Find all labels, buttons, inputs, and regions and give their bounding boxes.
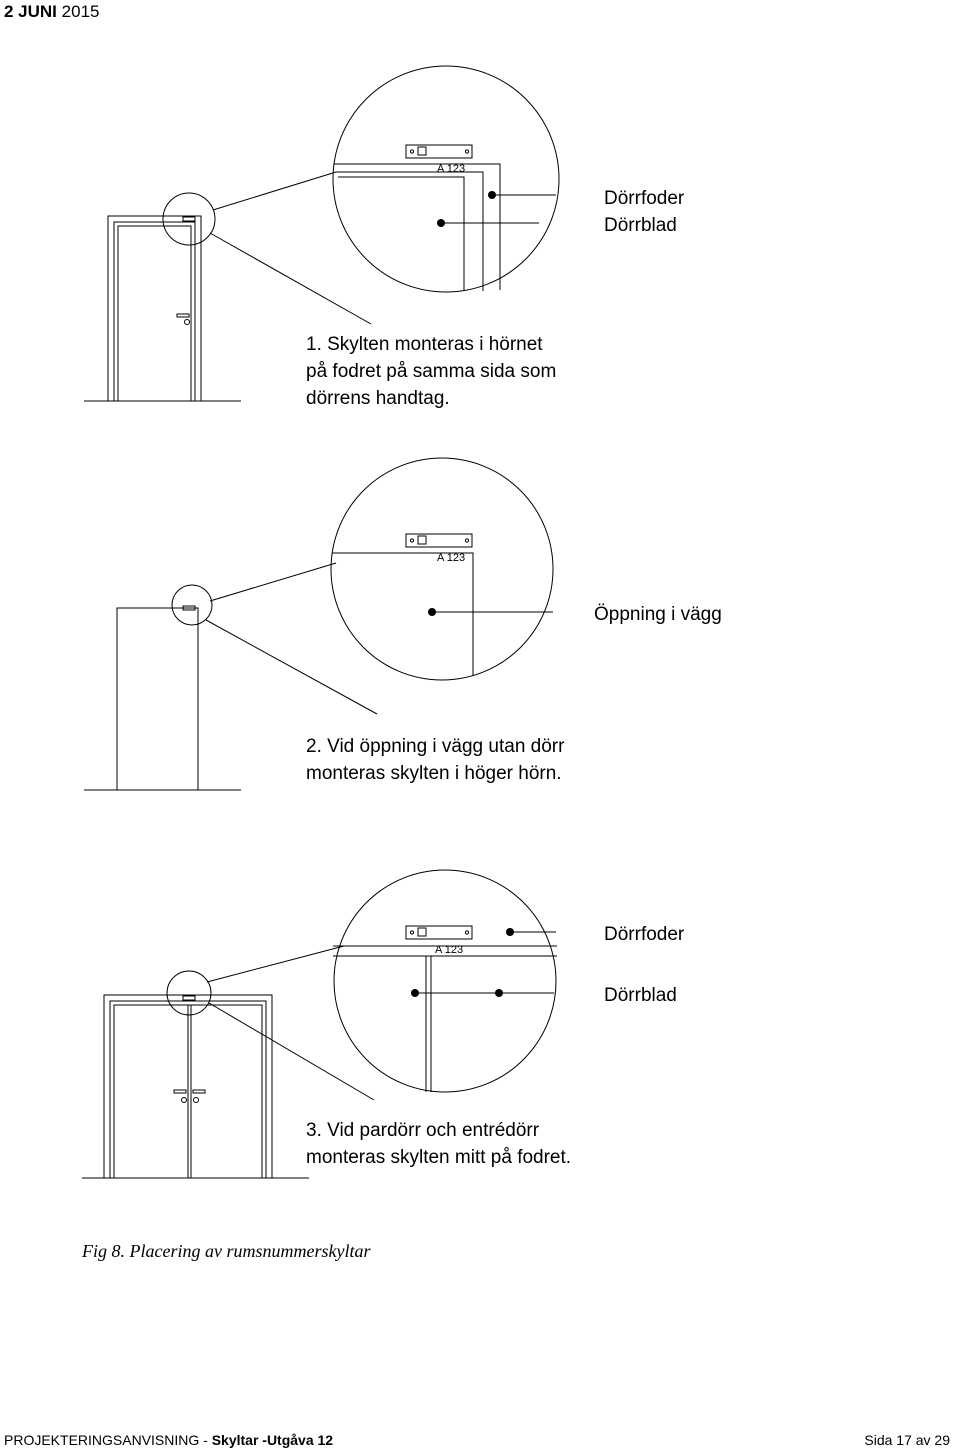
figure1-caption-line-1: 1. Skylten monteras i hörnet: [306, 334, 543, 355]
date-year: 2015: [61, 2, 100, 21]
footer-document-title: [4, 1432, 333, 1448]
figure2-caption-line-1: 2. Vid öppning i vägg utan dörr: [306, 736, 565, 757]
footer-prefix: PROJEKTERINGSANVISNING -: [4, 1432, 212, 1448]
figure1-caption: [306, 331, 556, 412]
figure1-leader-dot-frame: [488, 191, 496, 199]
figure1-callout-leaf: Dörrblad: [604, 215, 677, 236]
figure-caption: Fig 8. Placering av rumsnummerskyltar: [82, 1241, 371, 1261]
figure3-leader-dot-frame: [506, 928, 514, 936]
figure1-callout-frame: Dörrfoder: [604, 188, 685, 209]
figure1-magnifier: [163, 66, 559, 324]
figure2-sign-text: A 123: [437, 552, 466, 564]
figure2-caption: [306, 733, 564, 787]
figure3-sign-text: A 123: [435, 944, 464, 956]
figure1-door: [84, 216, 241, 401]
footer-page-number: Sida 17 av 29: [864, 1432, 950, 1448]
footer-edition: Skyltar -Utgåva 12: [211, 1432, 334, 1448]
figure2-wall-opening: [84, 606, 241, 790]
figure2-caption-line-2: monteras skylten i höger hörn.: [306, 763, 562, 784]
figure1-sign-text: A 123: [437, 163, 466, 175]
figure2-leader-dot-opening: [428, 608, 436, 616]
figure3-caption-line-1: 3. Vid pardörr och entrédörr: [306, 1120, 540, 1141]
figure3-leader-dot-leaf-1: [411, 989, 419, 997]
figure3-leader-dot-leaf-2: [495, 989, 503, 997]
figure3-caption: [306, 1117, 571, 1171]
figure3-caption-line-2: monteras skylten mitt på fodret.: [306, 1147, 572, 1168]
figure2-magnifier: [172, 458, 553, 714]
figure1-leader-dot-leaf: [437, 219, 445, 227]
date-day-month: 2 JUNI: [4, 2, 57, 21]
figure3-magnifier: [167, 870, 557, 1100]
figure3-callout-frame: Dörrfoder: [604, 924, 685, 945]
figure3-callout-leaf: Dörrblad: [604, 985, 677, 1006]
figure1-caption-line-3: dörrens handtag.: [306, 388, 450, 409]
figure1-caption-line-2: på fodret på samma sida som: [306, 361, 557, 382]
figure3-double-door: [82, 995, 309, 1178]
figure2-callout-opening: Öppning i vägg: [594, 604, 722, 625]
